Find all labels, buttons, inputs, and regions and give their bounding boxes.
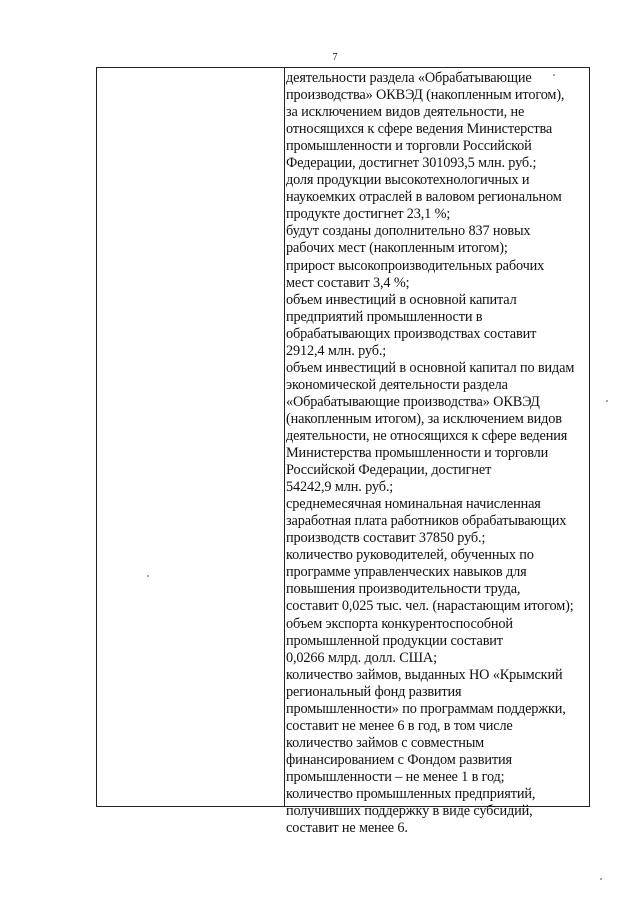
- text-line: получивших поддержку в виде субсидий,: [286, 803, 533, 820]
- text-line: относящихся к сфере ведения Министерства: [286, 121, 553, 138]
- text-line: 2912,4 млн. руб.;: [286, 342, 387, 359]
- text-line: обрабатывающих производствах составит: [286, 325, 537, 342]
- text-line: промышленности» по программам поддержки,: [286, 700, 566, 717]
- text-line: Российской Федерации, достигнет: [286, 462, 492, 479]
- text-line: региональный фонд развития: [286, 683, 462, 700]
- text-line: Федерации, достигнет 301093,5 млн. руб.;: [286, 155, 537, 172]
- text-line: программе управленческих навыков для: [286, 564, 527, 581]
- text-line: финансированием с Фондом развития: [286, 751, 512, 768]
- text-line: количество промышленных предприятий,: [286, 785, 536, 802]
- text-line: продукте достигнет 23,1 %;: [286, 206, 451, 223]
- text-line: прирост высокопроизводительных рабочих: [286, 257, 545, 274]
- text-line: количество займов с совместным: [286, 734, 485, 751]
- text-line: заработная плата работников обрабатывающих: [286, 513, 567, 530]
- text-line: промышленности – не менее 1 в год;: [286, 768, 505, 785]
- text-line: экономической деятельности раздела: [286, 376, 508, 393]
- scan-speck: [606, 400, 608, 402]
- text-line: будут созданы дополнительно 837 новых: [286, 223, 531, 240]
- text-line: «Обрабатывающие производства» ОКВЭД: [286, 393, 540, 410]
- text-line: производств составит 37850 руб.;: [286, 530, 486, 547]
- text-line: за исключением видов деятельности, не: [286, 104, 525, 121]
- table-right-cell: [286, 70, 589, 837]
- text-line: деятельности раздела «Обрабатывающие: [286, 70, 532, 86]
- text-line: 0,0266 млрд. долл. США;: [286, 649, 437, 666]
- text-line: составит не менее 6 в год, в том числе: [286, 717, 513, 734]
- text-line: 54242,9 млн. руб.;: [286, 479, 394, 496]
- text-line: составит 0,025 тыс. чел. (нарастающим итогом);: [286, 598, 574, 615]
- text-line: (накопленным итогом), за исключением видов: [286, 410, 562, 427]
- table-left-cell: [97, 68, 285, 806]
- text-line: промышленности и торговли Российской: [286, 138, 532, 155]
- page-number: 7: [332, 52, 338, 63]
- text-line: Министерства промышленности и торговли: [286, 445, 549, 462]
- text-line: производства» ОКВЭД (накопленным итогом),: [286, 87, 565, 104]
- content-table: [96, 67, 590, 837]
- scan-speck: [553, 74, 555, 76]
- text-line: наукоемких отраслей в валовом региональном: [286, 189, 562, 206]
- text-line: объем инвестиций в основной капитал по видам: [286, 359, 575, 376]
- text-line: промышленной продукции составит: [286, 632, 503, 649]
- text-line: предприятий промышленности в: [286, 308, 483, 325]
- text-line: объем инвестиций в основной капитал: [286, 291, 517, 308]
- text-line: рабочих мест (накопленным итогом);: [286, 240, 508, 257]
- text-line: среднемесячная номинальная начисленная: [286, 496, 541, 513]
- text-line: количество руководителей, обученных по: [286, 547, 534, 564]
- text-line: количество займов, выданных НО «Крымский: [286, 666, 563, 683]
- text-line: мест составит 3,4 %;: [286, 274, 410, 291]
- scan-speck: [147, 575, 149, 577]
- text-line: составит не менее 6.: [286, 820, 408, 837]
- scan-speck: [600, 878, 602, 880]
- text-line: деятельности, не относящихся к сфере ведения: [286, 427, 568, 444]
- text-line: повышения производительности труда,: [286, 581, 521, 598]
- text-line: доля продукции высокотехнологичных и: [286, 172, 530, 189]
- text-line: объем экспорта конкурентоспособной: [286, 615, 513, 632]
